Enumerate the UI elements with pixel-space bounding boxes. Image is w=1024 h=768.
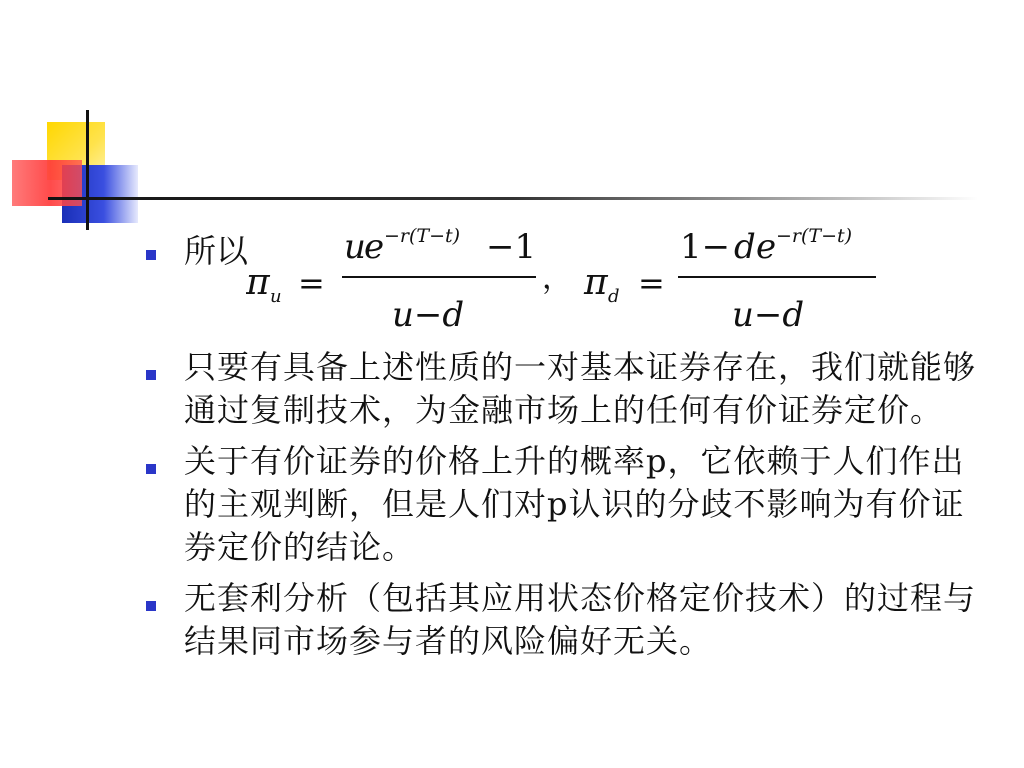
numerator-u: u	[344, 227, 366, 267]
decor-vertical-line	[86, 110, 89, 230]
bullet-list	[146, 226, 996, 671]
numerator-one-minus: 1−	[680, 227, 731, 267]
denominator-d: u−d	[732, 295, 805, 335]
equals-sign-d: =	[638, 264, 665, 302]
pi-symbol-d: π	[584, 262, 608, 303]
numerator-e-d: e	[756, 227, 777, 267]
subscript-d: d	[608, 286, 620, 307]
subscript-u: u	[270, 286, 282, 307]
numerator-e: e	[364, 227, 385, 267]
bullet-marker	[146, 601, 156, 611]
risk-neutral-probability-formula	[246, 222, 906, 342]
bullet-item	[146, 440, 996, 569]
bullet-marker	[146, 464, 156, 474]
decor-horizontal-line	[48, 197, 978, 200]
exponent: −r(T−t)	[384, 225, 461, 247]
denominator-u: u−d	[392, 295, 465, 335]
bullet-item-formula	[146, 226, 996, 338]
bullet-item	[146, 346, 996, 432]
bullet-text: 关于有价证券的价格上升的概率p，它依赖于人们作出的主观判断，但是人们对p认识的分歧不影响为有价证券定价的结论。	[184, 442, 965, 566]
equals-sign: =	[298, 264, 325, 302]
formula-prefix: 所以	[184, 232, 249, 270]
bullet-text: 无套利分析（包括其应用状态价格定价技术）的过程与结果同市场参与者的风险偏好无关。	[184, 579, 977, 660]
exponent-d: −r(T−t)	[776, 225, 853, 247]
bullet-text: 只要有具备上述性质的一对基本证券存在，我们就能够通过复制技术，为金融市场上的任何有价证券定价。	[184, 348, 977, 429]
bullet-item	[146, 577, 996, 663]
separator: ，	[542, 261, 572, 296]
numerator-d: d	[734, 227, 756, 267]
pi-symbol: π	[246, 262, 270, 303]
bullet-marker	[146, 370, 156, 380]
bullet-marker	[146, 250, 156, 260]
numerator-minus-one: −1	[486, 227, 537, 267]
